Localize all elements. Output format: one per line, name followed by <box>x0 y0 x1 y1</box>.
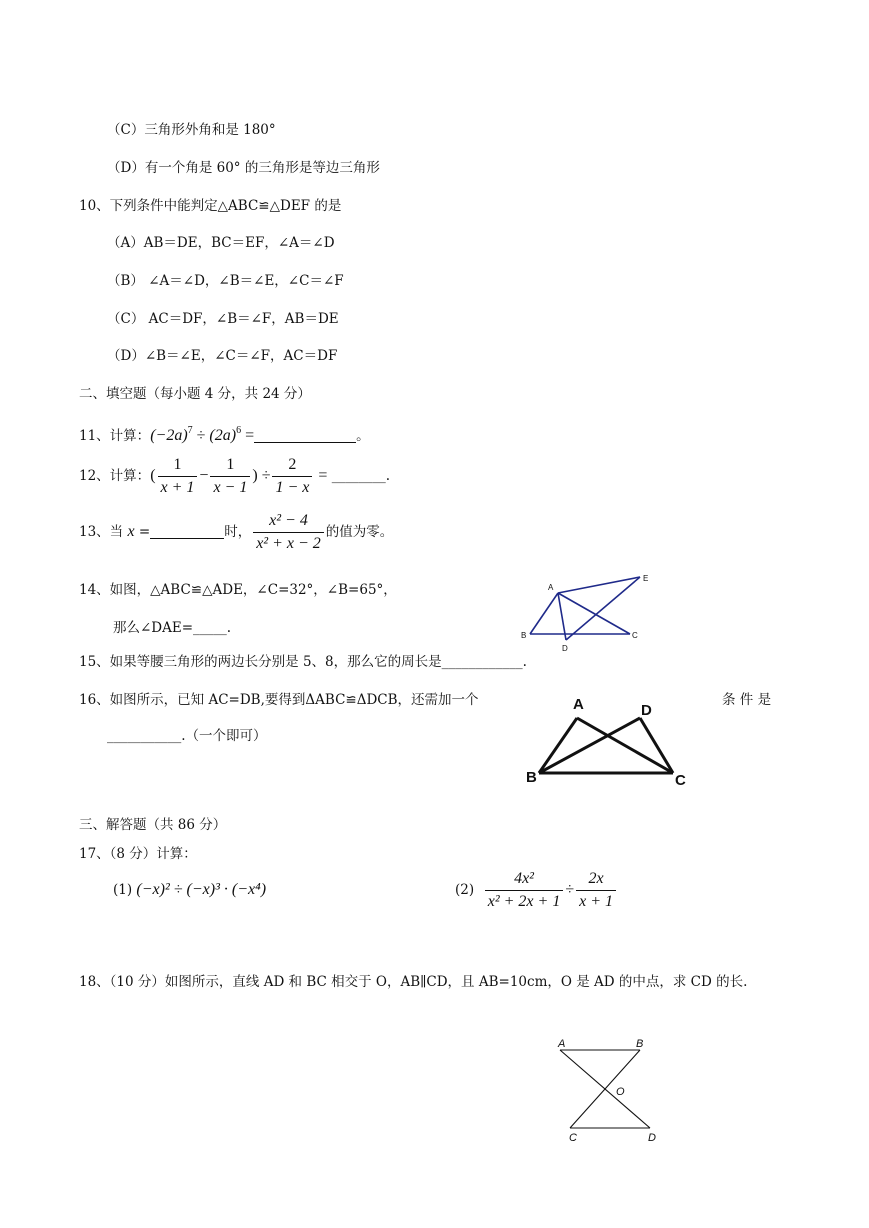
q16-line2: ___________.（一个即可） <box>107 728 267 744</box>
q17-part2-num2: 2x <box>576 868 616 891</box>
q14-edge-ab <box>530 593 558 634</box>
q11-div: ÷ <box>192 427 210 444</box>
q12-num3: 2 <box>272 454 312 477</box>
q12-prefix: 12、计算： <box>79 468 151 485</box>
q17-part2-label: (2) <box>455 882 475 898</box>
q14-label-b: B <box>521 631 527 640</box>
q16-label-b: B <box>526 769 537 786</box>
q10-stem: 10、下列条件中能判定△ABC≌△DEF 的是 <box>79 198 342 214</box>
q17-part1-expr: (−x)² ÷ (−x)³ · (−x⁴) <box>136 881 267 898</box>
q12-open-paren: ( <box>150 467 156 485</box>
q11 <box>79 422 370 445</box>
q11-exp1: 7 <box>187 425 193 436</box>
q12-tail: ________. <box>331 468 390 485</box>
q17-part1 <box>113 881 266 899</box>
q15: 15、如果等腰三角形的两边长分别是 5、8，那么它的周长是____________. <box>79 654 527 670</box>
q12-den1: x + 1 <box>160 479 195 496</box>
section3-title: 三、解答题（共 86 分） <box>79 817 227 833</box>
q17-part1-label: (1) <box>113 882 133 898</box>
q14-line2: 那么∠DAE=_____. <box>113 620 232 636</box>
q13-num: x² − 4 <box>253 510 324 533</box>
q12-minus: − <box>199 467 209 485</box>
q18-label-a: A <box>558 1038 566 1050</box>
q16-label-a: A <box>573 696 584 713</box>
q16-label-c: C <box>675 772 686 789</box>
q16-edge-ab <box>539 718 577 773</box>
q12-num1: 1 <box>158 454 198 477</box>
q12 <box>79 454 390 499</box>
q12-close-paren: ) <box>252 467 258 485</box>
q11-eq: = <box>241 427 255 444</box>
q17-stem: 17、（8 分）计算： <box>79 846 197 862</box>
q10-option-c: （C） AC＝DF，∠B＝∠F，AB＝DE <box>107 311 339 327</box>
section2-title: 二、填空题（每小题 4 分，共 24 分） <box>79 386 311 402</box>
q17-part2-div: ÷ <box>565 881 575 898</box>
q14-label-d: D <box>562 644 568 653</box>
q14-edge-ae <box>558 577 640 593</box>
q14-label-e: E <box>643 574 649 583</box>
q11-base1: (−2a) <box>150 427 188 444</box>
q11-base2: (2a) <box>209 427 237 444</box>
q14-edge-ac <box>558 593 630 634</box>
q14-edge-de <box>566 577 640 640</box>
q11-answer-blank[interactable] <box>254 442 356 443</box>
q13-den: x² + x − 2 <box>256 535 321 552</box>
q14-line1: 14、如图，△ABC≌△ADE，∠C=32°，∠B=65°， <box>79 582 397 598</box>
q17-part2-den1: x² + 2x + 1 <box>487 893 561 910</box>
q13-answer-blank[interactable] <box>150 538 224 539</box>
q11-suffix: 。 <box>356 428 370 444</box>
q9-option-c: （C）三角形外角和是 180° <box>107 122 276 138</box>
q13-eq: = <box>134 524 151 540</box>
q14-label-c: C <box>632 631 638 640</box>
q18-label-d: D <box>648 1132 656 1144</box>
q18-edge-bc <box>570 1050 640 1128</box>
q17-part2-num1: 4x² <box>485 868 564 891</box>
q14-label-a: A <box>548 583 554 592</box>
q13-prefix: 13、当 <box>79 524 128 540</box>
q18-label-c: C <box>569 1132 577 1144</box>
q12-num2: 1 <box>210 454 250 477</box>
q13-var: x <box>127 523 135 540</box>
q16-tail: 条 件 是 <box>722 692 772 708</box>
q18-stem: 18、（10 分）如图所示，直线 AD 和 BC 相交于 O，AB∥CD，且 AB=10cm，O 是 AD 的中点，求 CD 的长. <box>79 974 748 990</box>
q10-option-d: （D）∠B＝∠E，∠C＝∠F，AC＝DF <box>107 348 338 364</box>
q13-mid: 时， <box>224 524 252 540</box>
q13-suffix: 的值为零。 <box>325 524 394 540</box>
q9-option-d: （D）有一个角是 60° 的三角形是等边三角形 <box>107 160 380 176</box>
q10-option-a: （A）AB＝DE，BC＝EF，∠A＝∠D <box>107 235 335 251</box>
q16-figure <box>518 690 698 790</box>
q14-edge-ad <box>558 593 566 640</box>
q10-option-b: （B） ∠A＝∠D，∠B＝∠E，∠C＝∠F <box>107 273 344 289</box>
q18-figure <box>548 1034 668 1146</box>
q12-den2: x − 1 <box>213 479 248 496</box>
q18-label-b: B <box>636 1038 644 1050</box>
q18-label-o: O <box>616 1086 625 1098</box>
q12-div: ÷ <box>261 467 271 485</box>
q13 <box>79 510 393 555</box>
q12-den3: 1 − x <box>275 479 310 496</box>
q17-part2-den2: x + 1 <box>579 893 613 910</box>
q11-prefix: 11、计算： <box>79 428 151 444</box>
q14-figure <box>510 568 670 658</box>
q11-exp2: 6 <box>236 425 242 436</box>
q17-part2 <box>455 866 618 914</box>
q12-eq: = <box>318 467 328 485</box>
q16-line1: 16、如图所示，已知 AC=DB,要得到ΔABC≌ΔDCB，还需加一个 <box>79 692 479 708</box>
q16-label-d: D <box>641 702 652 719</box>
